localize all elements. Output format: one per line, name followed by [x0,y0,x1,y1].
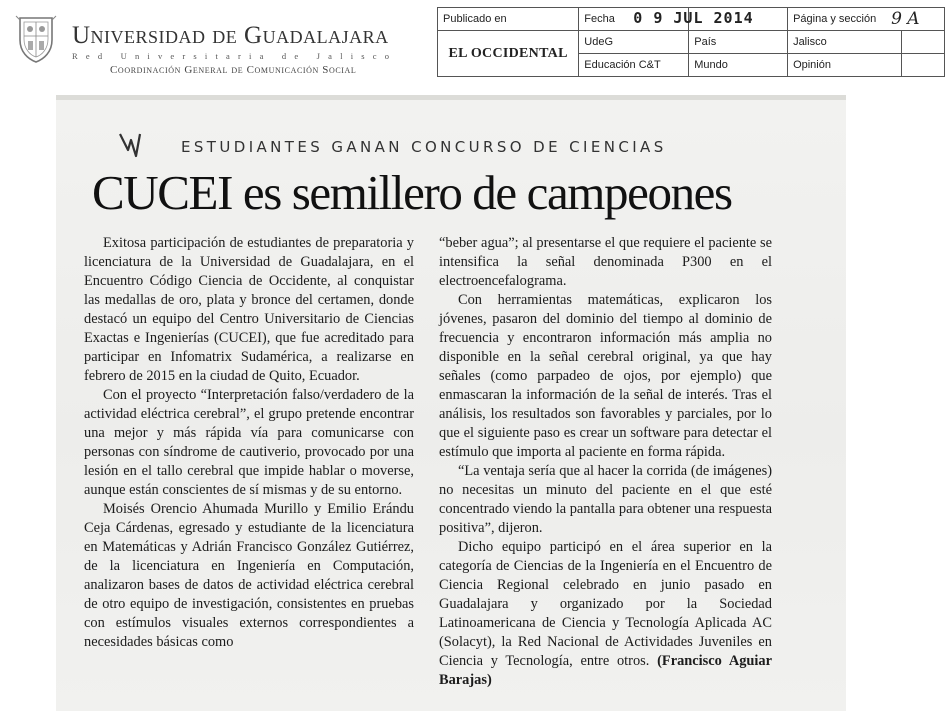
university-seal-icon [14,14,58,64]
article-right-column [439,234,772,690]
paragraph-text: Dicho equipo participó en el área superior en la categoría de Ciencias de la Ingeniería en el Encuentro de Ciencia Regional celebrado en junio pasado en Guadalajara y organizado por la Sociedad Latinoamericana de Ciencia y Tecnología Aplicada AC (Solacyt), la Red Nacional de Actividades Juveniles en Ciencia y Tecnología, entre otros. [439,539,772,669]
paragraph: Exitosa participación de estudiantes de preparatoria y licenciatura de la Universidad de Guadalajara, en el Encuentro Código Ciencia de Occidente, al conquistar las medallas de oro, plata y bronce del certamen, donde destacó un equipo del Centro Universitario de Ciencias Exactas e Ingenierías (CUCEI), que fue acreditado para participar en Infomatrix Sudamérica, a realizarse en febrero de 2015 en la ciudad de Quito, Ecuador. [84,235,414,384]
section-educacion: Educación C&T [579,54,689,77]
university-header [10,8,430,78]
page-section-label: Página y sección [793,13,877,25]
section-udeg: UdeG [579,31,689,54]
date-cell [579,8,754,31]
article-headline: CUCEI es semillero de campeones [92,165,732,220]
page-section-cell [788,8,945,31]
section-jalisco: Jalisco [788,31,902,54]
paragraph [439,538,772,690]
handwritten-check-mark-icon [116,128,150,169]
section-opinion: Opinión [788,54,902,77]
date-label: Fecha [584,13,615,25]
byline: (Francisco Aguiar Barajas) [439,653,772,688]
section-mundo: Mundo [689,54,788,77]
paragraph: “La ventaja sería que al hacer la corrida (de imágenes) no necesitas un minuto del paciente en el que esté concentrado viendo la pantalla para obtener una respuesta positiva”, dijeron. [439,463,772,536]
paragraph: Con herramientas matemáticas, explicaron los jóvenes, pasaron del dominio del tiempo al dominio de frecuencia y encontraron información más amplia no disponible en la señal cerebral original, ya que hay señales (como parpadeo de ojos, por ejemplo) que enmascaran la información de la señal de interés. Tras el análisis, los resultados son favorables y parciales, por lo que el siguiente paso es crear un software para detectar el estímulo que importa al paciente en forma rápida. [439,292,772,460]
university-name: Universidad de Guadalajara [72,22,389,49]
check-mark-icon [116,128,150,162]
coordination-name: Coordinación General de Comunicación Social [110,64,357,76]
publication-table [437,7,945,77]
section-pais: País [689,31,788,54]
clipping-cut-edge [56,95,846,100]
paragraph: “beber agua”; al presentarse el que requiere el paciente se intensifica la señal denominada P300 en el electroencefalograma. [439,235,772,289]
page-section-value: 9 A [891,9,920,29]
article-left-column [84,234,414,652]
article-kicker: ESTUDIANTES GANAN CONCURSO DE CIENCIAS [181,138,667,156]
paragraph: Con el proyecto “Interpretación falso/verdadero de la actividad eléctrica cerebral”, el grupo pretende encontrar una mejor y más rápida vía para comunicarse con personas con síndrome de cautiverio, provocado por una lesión en el tallo cerebral que impide hablar o moverse, aunque están conscientes de sí mismas y de su entorno. [84,387,414,498]
newspaper-name: EL OCCIDENTAL [438,31,579,77]
date-stamp: 0 9 JUL 2014 [633,9,754,27]
paragraph: Moisés Orencio Ahumada Murillo y Emilio Erándu Ceja Cárdenas, egresado y estudiante de la licenciatura en Matemáticas y Adrián Francisco González Gutiérrez, de la licenciatura en Ingeniería en Computación, analizaron bases de datos de actividad eléctrica cerebral de otro equipo de investigación, consistentes en pruebas con estímulos visuales externos correspondientes a necesidades básicas como [84,501,414,650]
published-label: Publicado en [438,8,579,31]
university-network: Red Universitaria de Jalisco [72,51,398,61]
